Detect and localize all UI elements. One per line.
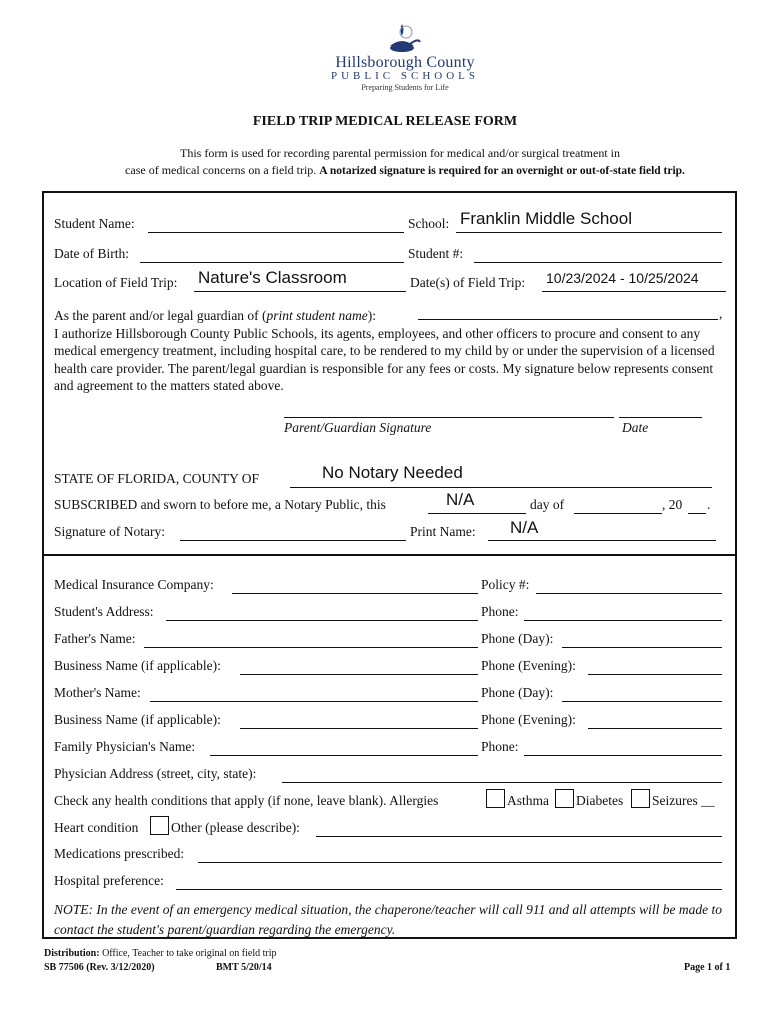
month-field[interactable] [574,513,662,514]
school-value: Franklin Middle School [460,209,632,228]
org-name: Hillsborough County [335,54,475,71]
year-field[interactable] [688,513,706,514]
father-phone-evening-label: Phone (Evening): [481,658,576,673]
mother-phone-evening-label: Phone (Evening): [481,712,576,727]
heart-label: Heart condition [54,820,139,835]
dates-label: Date(s) of Field Trip: [410,275,526,290]
logo-block [330,54,480,92]
org-subtitle: PUBLIC SCHOOLS [331,70,479,82]
period: . [707,497,711,512]
mother-business-field[interactable] [240,728,478,729]
print-name-field[interactable] [488,540,716,541]
signature-caption: Parent/Guardian Signature [284,420,432,435]
consent-body: I authorize Hillsborough County Public Schools, its agents, employees, and other officers to procure and consent to any medical emergency treatment, including hospital care, to be rendered to my child by or under the supervision of a licensed health care provider. The parent/legal guardian is responsible for any fees or costs. My signature below represents consent and agreement to the matters stated above. [54,325,715,393]
print-name-value: N/A [510,518,539,537]
father-phone-day-label: Phone (Day): [481,631,554,646]
phone-label: Phone: [481,604,519,619]
policy-field[interactable] [536,593,722,594]
conditions-label: Check any health conditions that apply (if none, leave blank). Allergies [54,793,439,808]
consent-italic: print student name [266,308,368,323]
physician-address-field[interactable] [282,782,722,783]
parent-signature-field[interactable] [284,417,614,418]
father-business-field[interactable] [240,674,478,675]
physician-label: Family Physician's Name: [54,739,196,754]
dob-label: Date of Birth: [54,246,129,261]
father-field[interactable] [144,647,478,648]
medications-label: Medications prescribed: [54,846,185,861]
other-label: Other (please describe): [171,820,300,835]
school-field[interactable] [456,232,722,233]
consent-paragraph [54,307,734,395]
page-number: Page 1 of 1 [684,962,731,973]
notary-signature-field[interactable] [180,540,406,541]
section-divider [42,554,737,556]
bmt-date: BMT 5/20/14 [216,962,272,973]
location-field[interactable] [194,291,406,292]
form-box [42,191,737,939]
father-phone-day-field[interactable] [562,647,722,648]
medications-field[interactable] [198,862,722,863]
mother-business-label: Business Name (if applicable): [54,712,221,727]
consent-suffix: ): [367,308,377,323]
emergency-note: NOTE: In the event of an emergency medical situation, the chaperone/teacher will call 911 and all attempts will be made to contact the student's parent/guardian regarding the emergency. [54,902,722,937]
county-value: No Notary Needed [322,463,463,482]
notary-signature-label: Signature of Notary: [54,524,165,539]
father-business-label: Business Name (if applicable): [54,658,221,673]
consent-first-line [54,307,734,325]
seizures-label: Seizures __ [652,793,715,808]
intro-line-1: This form is used for recording parental permission for medical and/or surgical treatment in [180,146,620,160]
distribution-text: Office, Teacher to take original on field trip [99,948,277,959]
mother-phone-day-field[interactable] [562,701,722,702]
subscribed-value: N/A [446,490,475,509]
diabetes-checkbox[interactable] [631,789,650,808]
location-value: Nature's Classroom [198,268,347,287]
year-label: , 20 [662,497,683,512]
intro-line-2 [0,163,770,178]
father-label: Father's Name: [54,631,136,646]
location-label: Location of Field Trip: [54,275,178,290]
physician-address-label: Physician Address (street, city, state): [54,766,257,781]
address-label: Student's Address: [54,604,154,619]
mother-phone-day-label: Phone (Day): [481,685,554,700]
other-field[interactable] [316,836,722,837]
mother-phone-evening-field[interactable] [588,728,722,729]
asthma-checkbox[interactable] [555,789,574,808]
form-number: SB 77506 (Rev. 3/12/2020) [44,962,155,973]
print-name-label: Print Name: [410,524,476,539]
form-title: FIELD TRIP MEDICAL RELEASE FORM [252,114,518,129]
hospital-label: Hospital preference: [54,873,164,888]
heart-checkbox[interactable] [150,816,169,835]
student-print-name-field[interactable] [418,319,718,320]
student-number-label: Student #: [408,246,464,261]
parent-date-field[interactable] [619,417,702,418]
org-tagline: Preparing Students for Life [361,83,449,92]
consent-prefix: As the parent and/or legal guardian of ( [54,308,267,323]
address-field[interactable] [166,620,478,621]
policy-label: Policy #: [481,577,530,592]
distribution-label: Distribution: [44,948,100,959]
diabetes-label: Diabetes [576,793,624,808]
student-name-label: Student Name: [54,216,135,231]
dob-field[interactable] [140,262,404,263]
mother-label: Mother's Name: [54,685,141,700]
distribution-line [44,948,276,959]
mother-field[interactable] [150,701,478,702]
intro-bold: A notarized signature is required for an overnight or out-of-state field trip. [319,165,685,177]
dates-value: 10/23/2024 - 10/25/2024 [546,270,699,286]
insurance-field[interactable] [232,593,478,594]
physician-field[interactable] [210,755,478,756]
consent-comma: , [719,306,723,321]
date-caption: Date [622,420,649,435]
dates-field[interactable] [542,291,726,292]
state-label: STATE OF FLORIDA, COUNTY OF [54,471,260,486]
phone-field[interactable] [524,620,722,621]
subscribed-label: SUBSCRIBED and sworn to before me, a Notary Public, this [54,497,386,512]
student-name-field[interactable] [148,232,404,233]
hospital-field[interactable] [176,889,722,890]
school-label: School: [408,216,450,231]
county-field[interactable] [290,487,712,488]
intro-plain: case of medical concerns on a field trip. [125,163,320,177]
student-number-field[interactable] [474,262,722,263]
physician-phone-field[interactable] [524,755,722,756]
allergies-checkbox[interactable] [486,789,505,808]
physician-phone-label: Phone: [481,739,519,754]
asthma-label: Asthma [507,793,549,808]
father-phone-evening-field[interactable] [588,674,722,675]
insurance-label: Medical Insurance Company: [54,577,214,592]
day-of-label: day of [530,497,565,512]
subscribed-day-field[interactable] [428,513,526,514]
